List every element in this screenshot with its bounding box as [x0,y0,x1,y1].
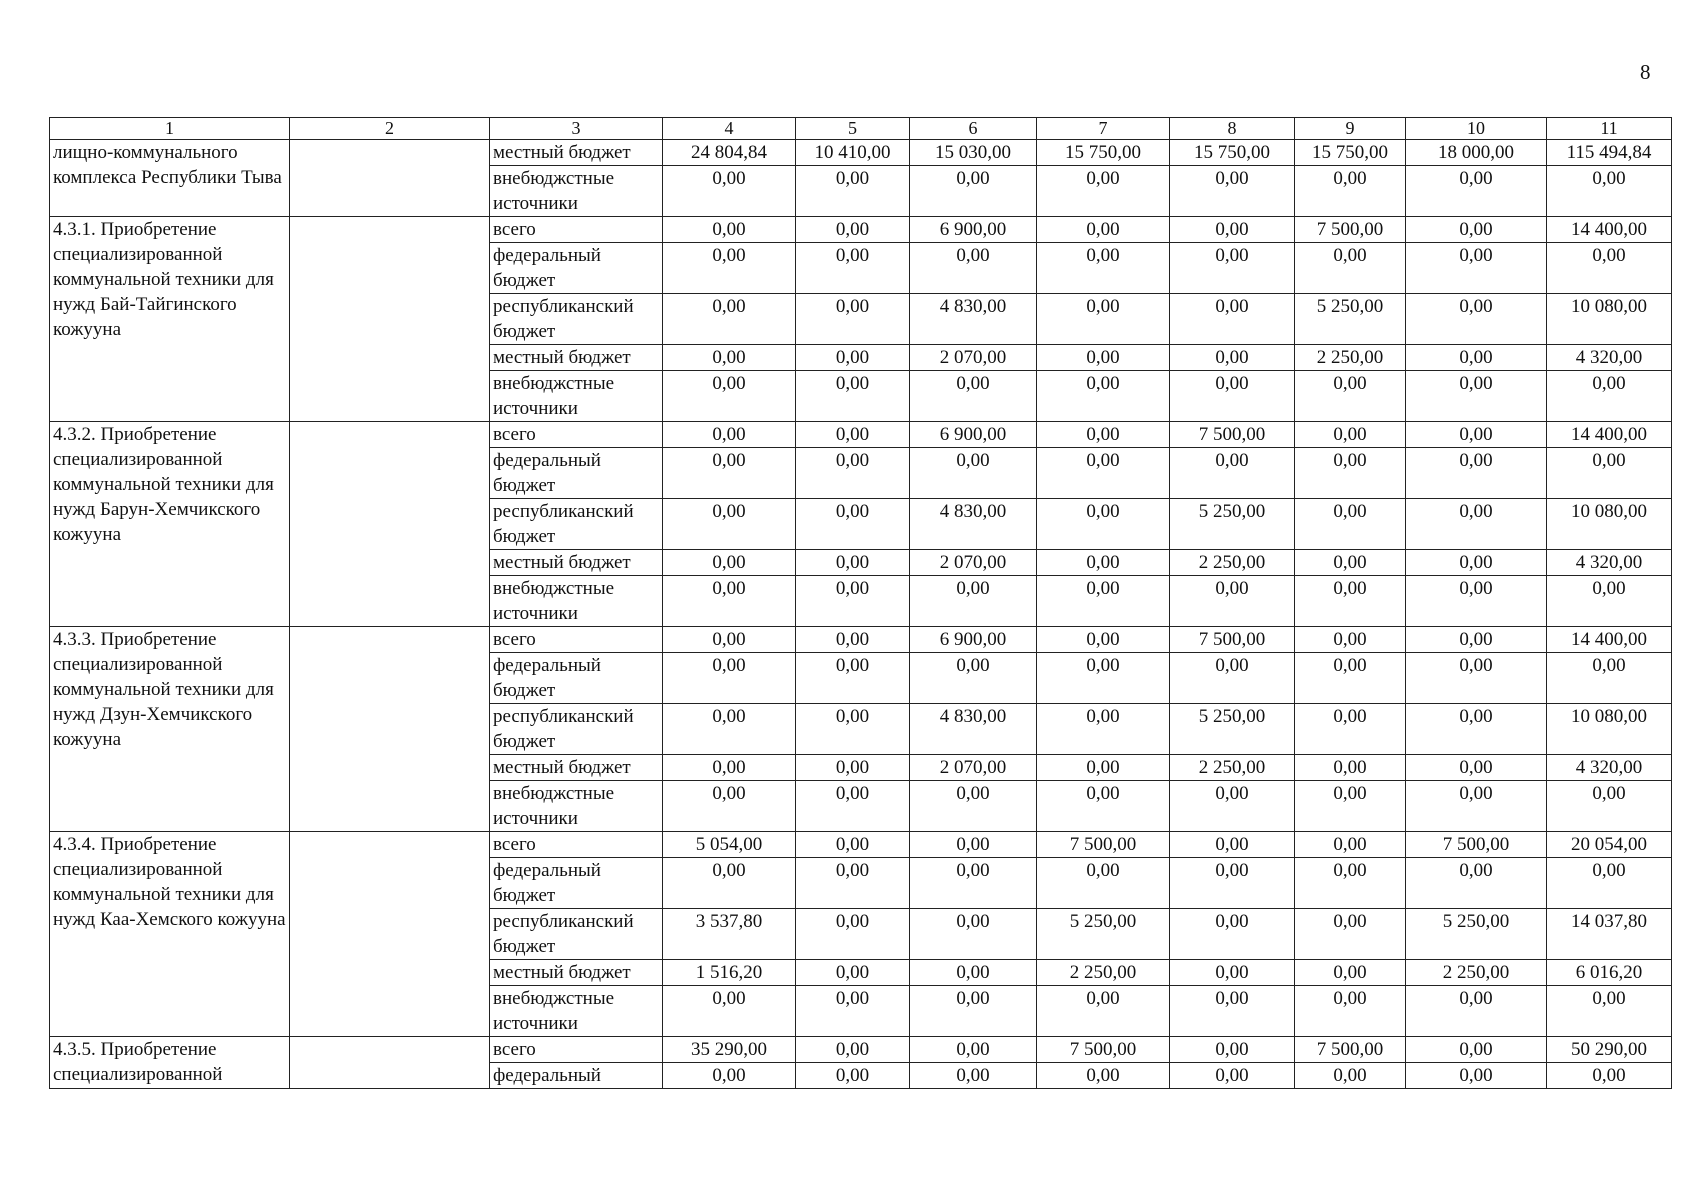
funding-source: всего [490,1037,663,1063]
amount-cell: 14 037,80 [1547,909,1672,960]
amount-cell: 0,00 [1406,499,1547,550]
amount-cell: 4 830,00 [910,499,1037,550]
amount-cell: 6 900,00 [910,627,1037,653]
amount-cell: 4 320,00 [1547,755,1672,781]
amount-cell: 0,00 [663,627,796,653]
amount-cell: 0,00 [1406,217,1547,243]
activity-name: 4.3.4. Приобретение специализированной коммунальной техники для нужд Каа-Хемского кожууна [50,832,290,1037]
funding-source: республиканский бюджет [490,499,663,550]
amount-cell: 0,00 [796,1063,910,1089]
amount-cell: 115 494,84 [1547,140,1672,166]
amount-cell: 0,00 [796,345,910,371]
amount-cell: 0,00 [1037,166,1170,217]
amount-cell: 0,00 [796,781,910,832]
page-number: 8 [1640,60,1651,84]
executor-cell [290,217,490,422]
amount-cell: 0,00 [1170,1063,1295,1089]
amount-cell: 24 804,84 [663,140,796,166]
amount-cell: 0,00 [1547,1063,1672,1089]
amount-cell: 0,00 [1295,448,1406,499]
amount-cell: 0,00 [1037,1063,1170,1089]
amount-cell: 0,00 [1170,166,1295,217]
amount-cell: 0,00 [910,371,1037,422]
funding-source: местный бюджет [490,755,663,781]
amount-cell: 0,00 [910,832,1037,858]
amount-cell: 0,00 [1547,166,1672,217]
header-row [50,118,1672,140]
amount-cell: 0,00 [663,166,796,217]
amount-cell: 0,00 [910,960,1037,986]
amount-cell: 0,00 [1547,576,1672,627]
amount-cell: 0,00 [1406,422,1547,448]
amount-cell: 0,00 [1406,755,1547,781]
amount-cell: 0,00 [1037,499,1170,550]
amount-cell: 0,00 [663,858,796,909]
funding-source: всего [490,217,663,243]
amount-cell: 0,00 [1037,986,1170,1037]
amount-cell: 2 250,00 [1406,960,1547,986]
amount-cell: 0,00 [1406,704,1547,755]
amount-cell: 0,00 [1037,704,1170,755]
amount-cell: 0,00 [1406,858,1547,909]
funding-source: всего [490,832,663,858]
amount-cell: 0,00 [1295,781,1406,832]
amount-cell: 0,00 [663,576,796,627]
amount-cell: 10 410,00 [796,140,910,166]
amount-cell: 0,00 [1037,858,1170,909]
executor-cell [290,627,490,832]
amount-cell: 0,00 [796,755,910,781]
amount-cell: 0,00 [796,1037,910,1063]
funding-source: внебюджстные источники [490,986,663,1037]
funding-source: республиканский бюджет [490,704,663,755]
amount-cell: 0,00 [663,499,796,550]
amount-cell: 0,00 [910,1063,1037,1089]
table-row [50,1037,1672,1063]
amount-cell: 2 250,00 [1170,755,1295,781]
amount-cell: 7 500,00 [1295,217,1406,243]
amount-cell: 35 290,00 [663,1037,796,1063]
executor-cell [290,140,490,217]
amount-cell: 0,00 [663,243,796,294]
column-header-5: 5 [796,118,910,140]
table-row [50,140,1672,166]
amount-cell: 0,00 [1547,243,1672,294]
amount-cell: 0,00 [1547,858,1672,909]
amount-cell: 0,00 [1170,243,1295,294]
amount-cell: 0,00 [1406,986,1547,1037]
amount-cell: 0,00 [1295,653,1406,704]
amount-cell: 0,00 [1406,294,1547,345]
amount-cell: 5 250,00 [1170,499,1295,550]
amount-cell: 0,00 [1170,909,1295,960]
amount-cell: 0,00 [796,294,910,345]
amount-cell: 0,00 [1295,986,1406,1037]
amount-cell: 0,00 [1295,627,1406,653]
amount-cell: 0,00 [910,576,1037,627]
amount-cell: 2 070,00 [910,550,1037,576]
activity-name: 4.3.3. Приобретение специализированной коммунальной техники для нужд Дзун-Хемчикского кожууна [50,627,290,832]
amount-cell: 0,00 [1547,448,1672,499]
amount-cell: 6 016,20 [1547,960,1672,986]
amount-cell: 0,00 [1295,576,1406,627]
amount-cell: 0,00 [1170,653,1295,704]
amount-cell: 0,00 [663,448,796,499]
amount-cell: 0,00 [910,858,1037,909]
amount-cell: 0,00 [1037,217,1170,243]
amount-cell: 0,00 [796,576,910,627]
amount-cell: 0,00 [1037,627,1170,653]
amount-cell: 0,00 [1547,781,1672,832]
amount-cell: 0,00 [796,550,910,576]
table-row [50,832,1672,858]
amount-cell: 0,00 [663,550,796,576]
funding-source: местный бюджет [490,550,663,576]
amount-cell: 0,00 [663,781,796,832]
amount-cell: 0,00 [796,653,910,704]
amount-cell: 0,00 [1406,243,1547,294]
amount-cell: 7 500,00 [1406,832,1547,858]
amount-cell: 5 054,00 [663,832,796,858]
funding-source: федеральный бюджет [490,448,663,499]
amount-cell: 7 500,00 [1037,832,1170,858]
amount-cell: 0,00 [1406,448,1547,499]
amount-cell: 0,00 [1547,371,1672,422]
table-row [50,422,1672,448]
amount-cell: 0,00 [1295,704,1406,755]
amount-cell: 0,00 [1295,166,1406,217]
amount-cell: 0,00 [796,909,910,960]
amount-cell: 0,00 [1406,576,1547,627]
funding-source: республиканский бюджет [490,294,663,345]
amount-cell: 10 080,00 [1547,704,1672,755]
amount-cell: 0,00 [796,704,910,755]
amount-cell: 0,00 [796,448,910,499]
amount-cell: 0,00 [663,1063,796,1089]
amount-cell: 0,00 [1295,755,1406,781]
funding-source: федеральный [490,1063,663,1089]
amount-cell: 4 320,00 [1547,345,1672,371]
budget-table [49,117,1672,1089]
amount-cell: 0,00 [1037,243,1170,294]
amount-cell: 6 900,00 [910,217,1037,243]
amount-cell: 4 830,00 [910,294,1037,345]
amount-cell: 0,00 [663,422,796,448]
amount-cell: 0,00 [1406,1037,1547,1063]
amount-cell: 0,00 [663,371,796,422]
amount-cell: 4 830,00 [910,704,1037,755]
amount-cell: 0,00 [1170,371,1295,422]
activity-name: 4.3.1. Приобретение специализированной коммунальной техники для нужд Бай-Тайгинского кожууна [50,217,290,422]
amount-cell: 10 080,00 [1547,499,1672,550]
column-header-6: 6 [910,118,1037,140]
amount-cell: 0,00 [1406,627,1547,653]
table-row [50,627,1672,653]
amount-cell: 0,00 [1295,499,1406,550]
amount-cell: 0,00 [1170,832,1295,858]
amount-cell: 0,00 [1037,371,1170,422]
column-header-2: 2 [290,118,490,140]
amount-cell: 0,00 [1547,653,1672,704]
funding-source: внебюджстные источники [490,166,663,217]
column-header-7: 7 [1037,118,1170,140]
amount-cell: 0,00 [1406,1063,1547,1089]
amount-cell: 0,00 [796,832,910,858]
amount-cell: 14 400,00 [1547,627,1672,653]
amount-cell: 0,00 [1295,243,1406,294]
amount-cell: 0,00 [796,371,910,422]
funding-source: республиканский бюджет [490,909,663,960]
amount-cell: 0,00 [1037,550,1170,576]
amount-cell: 0,00 [796,166,910,217]
amount-cell: 15 030,00 [910,140,1037,166]
amount-cell: 0,00 [1037,294,1170,345]
column-header-4: 4 [663,118,796,140]
column-header-1: 1 [50,118,290,140]
amount-cell: 0,00 [910,243,1037,294]
amount-cell: 20 054,00 [1547,832,1672,858]
amount-cell: 14 400,00 [1547,422,1672,448]
amount-cell: 0,00 [910,986,1037,1037]
activity-name: 4.3.5. Приобретение специализированной [50,1037,290,1089]
funding-source: внебюджстные источники [490,371,663,422]
table-row [50,217,1672,243]
amount-cell: 0,00 [796,499,910,550]
amount-cell: 2 250,00 [1037,960,1170,986]
amount-cell: 2 250,00 [1295,345,1406,371]
amount-cell: 18 000,00 [1406,140,1547,166]
amount-cell: 0,00 [1295,371,1406,422]
amount-cell: 1 516,20 [663,960,796,986]
amount-cell: 0,00 [663,217,796,243]
amount-cell: 4 320,00 [1547,550,1672,576]
table-body [50,118,1672,1089]
funding-source: федеральный бюджет [490,653,663,704]
funding-source: местный бюджет [490,345,663,371]
amount-cell: 0,00 [1406,371,1547,422]
amount-cell: 0,00 [1295,1063,1406,1089]
amount-cell: 0,00 [1295,960,1406,986]
column-header-3: 3 [490,118,663,140]
funding-source: всего [490,627,663,653]
amount-cell: 15 750,00 [1170,140,1295,166]
amount-cell: 0,00 [1170,960,1295,986]
amount-cell: 0,00 [910,166,1037,217]
amount-cell: 0,00 [1170,217,1295,243]
amount-cell: 0,00 [1037,448,1170,499]
funding-source: внебюджстные источники [490,576,663,627]
funding-source: всего [490,422,663,448]
amount-cell: 0,00 [1547,986,1672,1037]
amount-cell: 0,00 [1037,653,1170,704]
amount-cell: 0,00 [1295,832,1406,858]
amount-cell: 0,00 [1295,550,1406,576]
amount-cell: 0,00 [796,960,910,986]
amount-cell: 2 250,00 [1170,550,1295,576]
column-header-9: 9 [1295,118,1406,140]
amount-cell: 0,00 [1170,345,1295,371]
funding-source: федеральный бюджет [490,243,663,294]
amount-cell: 5 250,00 [1406,909,1547,960]
amount-cell: 0,00 [910,653,1037,704]
activity-name: 4.3.2. Приобретение специализированной коммунальной техники для нужд Барун-Хемчикского кожууна [50,422,290,627]
amount-cell: 0,00 [663,653,796,704]
column-header-10: 10 [1406,118,1547,140]
amount-cell: 7 500,00 [1037,1037,1170,1063]
amount-cell: 0,00 [1295,422,1406,448]
amount-cell: 14 400,00 [1547,217,1672,243]
amount-cell: 5 250,00 [1170,704,1295,755]
executor-cell [290,832,490,1037]
amount-cell: 7 500,00 [1170,627,1295,653]
amount-cell: 0,00 [1295,858,1406,909]
executor-cell [290,422,490,627]
amount-cell: 5 250,00 [1037,909,1170,960]
executor-cell [290,1037,490,1089]
amount-cell: 0,00 [796,986,910,1037]
amount-cell: 0,00 [1170,858,1295,909]
continued-activity-name: лищно-коммунального комплекса Республики Тыва [50,140,290,217]
amount-cell: 0,00 [1170,1037,1295,1063]
amount-cell: 0,00 [1037,422,1170,448]
amount-cell: 2 070,00 [910,345,1037,371]
amount-cell: 0,00 [1406,166,1547,217]
amount-cell: 15 750,00 [1037,140,1170,166]
amount-cell: 5 250,00 [1295,294,1406,345]
amount-cell: 0,00 [663,704,796,755]
amount-cell: 10 080,00 [1547,294,1672,345]
amount-cell: 0,00 [796,627,910,653]
amount-cell: 0,00 [1170,986,1295,1037]
funding-source: местный бюджет [490,960,663,986]
amount-cell: 0,00 [796,243,910,294]
amount-cell: 0,00 [910,448,1037,499]
amount-cell: 0,00 [1037,576,1170,627]
amount-cell: 3 537,80 [663,909,796,960]
column-header-8: 8 [1170,118,1295,140]
amount-cell: 0,00 [663,294,796,345]
amount-cell: 0,00 [1406,653,1547,704]
amount-cell: 0,00 [796,422,910,448]
amount-cell: 15 750,00 [1295,140,1406,166]
amount-cell: 0,00 [1406,550,1547,576]
amount-cell: 0,00 [663,755,796,781]
amount-cell: 0,00 [1406,781,1547,832]
funding-source: федеральный бюджет [490,858,663,909]
amount-cell: 7 500,00 [1295,1037,1406,1063]
amount-cell: 0,00 [1037,345,1170,371]
amount-cell: 0,00 [910,781,1037,832]
amount-cell: 0,00 [910,1037,1037,1063]
amount-cell: 0,00 [1406,345,1547,371]
funding-source: внебюджстные источники [490,781,663,832]
amount-cell: 0,00 [1170,781,1295,832]
amount-cell: 0,00 [796,858,910,909]
amount-cell: 7 500,00 [1170,422,1295,448]
amount-cell: 0,00 [910,909,1037,960]
funding-source: местный бюджет [490,140,663,166]
amount-cell: 0,00 [1037,781,1170,832]
amount-cell: 0,00 [1295,909,1406,960]
amount-cell: 0,00 [663,345,796,371]
amount-cell: 0,00 [796,217,910,243]
amount-cell: 6 900,00 [910,422,1037,448]
amount-cell: 2 070,00 [910,755,1037,781]
amount-cell: 0,00 [1170,448,1295,499]
amount-cell: 50 290,00 [1547,1037,1672,1063]
amount-cell: 0,00 [663,986,796,1037]
amount-cell: 0,00 [1170,294,1295,345]
amount-cell: 0,00 [1037,755,1170,781]
amount-cell: 0,00 [1170,576,1295,627]
column-header-11: 11 [1547,118,1672,140]
